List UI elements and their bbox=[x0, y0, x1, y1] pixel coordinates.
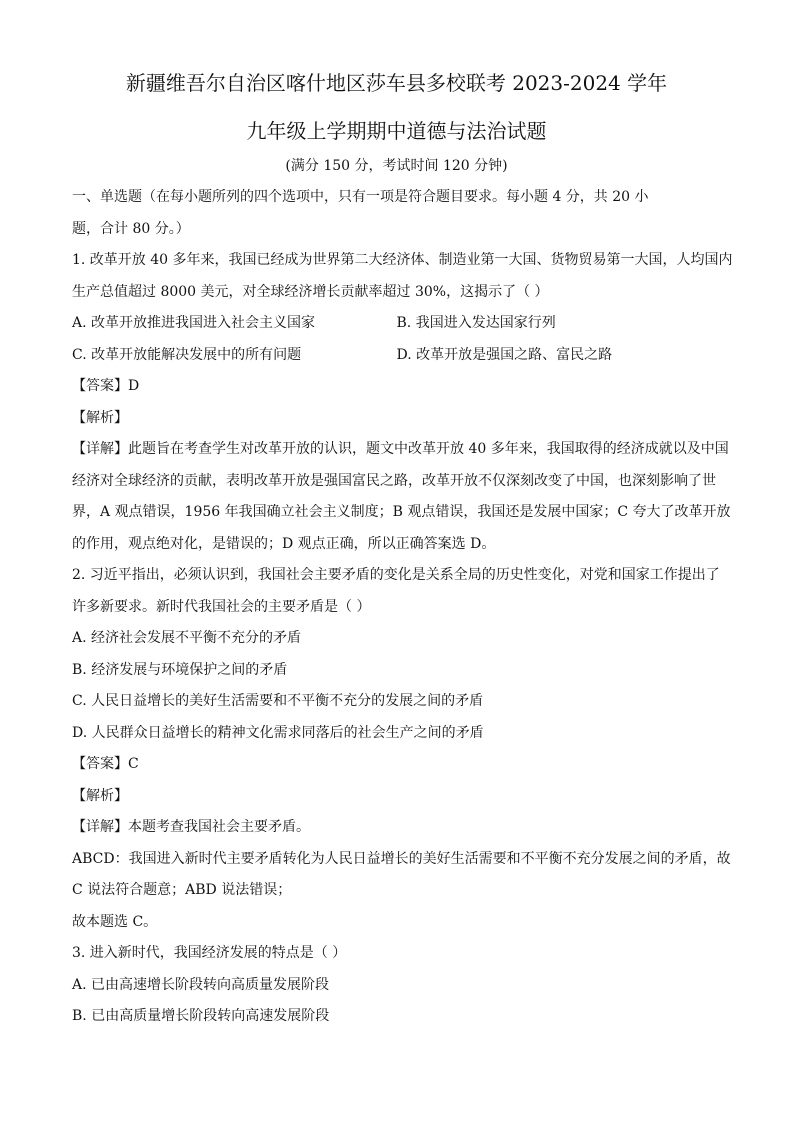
section-heading bbox=[72, 182, 721, 245]
q3-option-b: B. 已由高质量增长阶段转向高速发展阶段 bbox=[72, 1008, 330, 1024]
q1-stem-line1: 1. 改革开放 40 多年来，我国已经成为世界第二大经济体、制造业第一大国、货物贸易第一大国，人均国内 bbox=[72, 252, 733, 268]
q1-option-a: A. 改革开放推进我国进入社会主义国家 bbox=[72, 315, 316, 331]
q1-detail-line1: 【详解】此题旨在考查学生对改革开放的认识，题文中改革开放 40 多年来，我国取得的经济成就以及中国 bbox=[72, 441, 729, 457]
q2-detail-line1: 【详解】本题考查我国社会主要矛盾。 bbox=[72, 819, 310, 835]
q2-option-a: A. 经济社会发展不平衡不充分的矛盾 bbox=[72, 630, 302, 646]
q1-stem-line2: 生产总值超过 8000 美元，对全球经济增长贡献率超过 30%，这揭示了（ ） bbox=[72, 283, 549, 300]
question-3 bbox=[72, 938, 721, 1033]
q1-option-b: B. 我国进入发达国家行列 bbox=[396, 315, 556, 331]
q1-detail-line4: 的作用，观点绝对化，是错误的；D 观点正确，所以正确答案选 D。 bbox=[72, 535, 496, 552]
q2-analysis-label: 【解析】 bbox=[72, 787, 128, 804]
q1-option-d: D. 改革开放是强国之路、富民之路 bbox=[396, 346, 613, 363]
q2-stem-line2: 许多新要求。新时代我国社会的主要矛盾是（ ） bbox=[72, 598, 371, 615]
q1-detail-line3: 界，A 观点错误，1956 年我国确立社会主义制度；B 观点错误，我国还是发展中国家；C 夸大了改革开放 bbox=[72, 504, 731, 520]
q2-detail-line2: ABCD：我国进入新时代主要矛盾转化为人民日益增长的美好生活需要和不平衡不充分发展之间的矛盾，故 bbox=[72, 850, 731, 867]
q2-option-d: D. 人民群众日益增长的精神文化需求同落后的社会生产之间的矛盾 bbox=[72, 724, 484, 741]
question-1 bbox=[72, 245, 733, 560]
q2-detail-line4: 故本题选 C。 bbox=[72, 913, 158, 930]
q1-options-row1 bbox=[72, 308, 721, 340]
q1-option-c: C. 改革开放能解决发展中的所有问题 bbox=[72, 346, 302, 363]
question-2 bbox=[72, 560, 731, 938]
q1-analysis-label: 【解析】 bbox=[72, 409, 128, 426]
q1-options-row2 bbox=[72, 340, 721, 372]
section-heading-line1: 一、单选题（在每小题所列的四个选项中，只有一项是符合题目要求。每小题 4 分，共 20 小 bbox=[72, 189, 649, 205]
q3-option-a: A. 已由高速增长阶段转向高质量发展阶段 bbox=[72, 976, 330, 993]
q2-detail-line3: C 说法符合题意；ABD 说法错误； bbox=[72, 882, 292, 898]
q1-detail-line2: 经济对全球经济的贡献，表明改革开放是强国富民之路，改革开放不仅深刻改变了中国，也深刻影响了世 bbox=[72, 472, 716, 489]
exam-subtitle: (满分 150 分，考试时间 120 分钟) bbox=[285, 158, 508, 174]
section-heading-line2: 题，合计 80 分。） bbox=[72, 220, 190, 237]
q2-option-c: C. 人民日益增长的美好生活需要和不平衡不充分的发展之间的矛盾 bbox=[72, 693, 484, 709]
exam-title-line2: 九年级上学期期中道德与法治试题 bbox=[246, 119, 547, 143]
q3-stem-line1: 3. 进入新时代，我国经济发展的特点是（ ） bbox=[72, 945, 347, 961]
q1-answer: 【答案】D bbox=[72, 378, 140, 394]
q2-answer: 【答案】C bbox=[72, 756, 139, 772]
exam-title-line1: 新疆维吾尔自治区喀什地区莎车县多校联考 2023-2024 学年 bbox=[125, 71, 668, 95]
q2-stem-line1: 2. 习近平指出，必须认识到，我国社会主要矛盾的变化是关系全局的历史性变化，对党和国家工作提出了 bbox=[72, 567, 720, 583]
q2-option-b: B. 经济发展与环境保护之间的矛盾 bbox=[72, 661, 288, 678]
